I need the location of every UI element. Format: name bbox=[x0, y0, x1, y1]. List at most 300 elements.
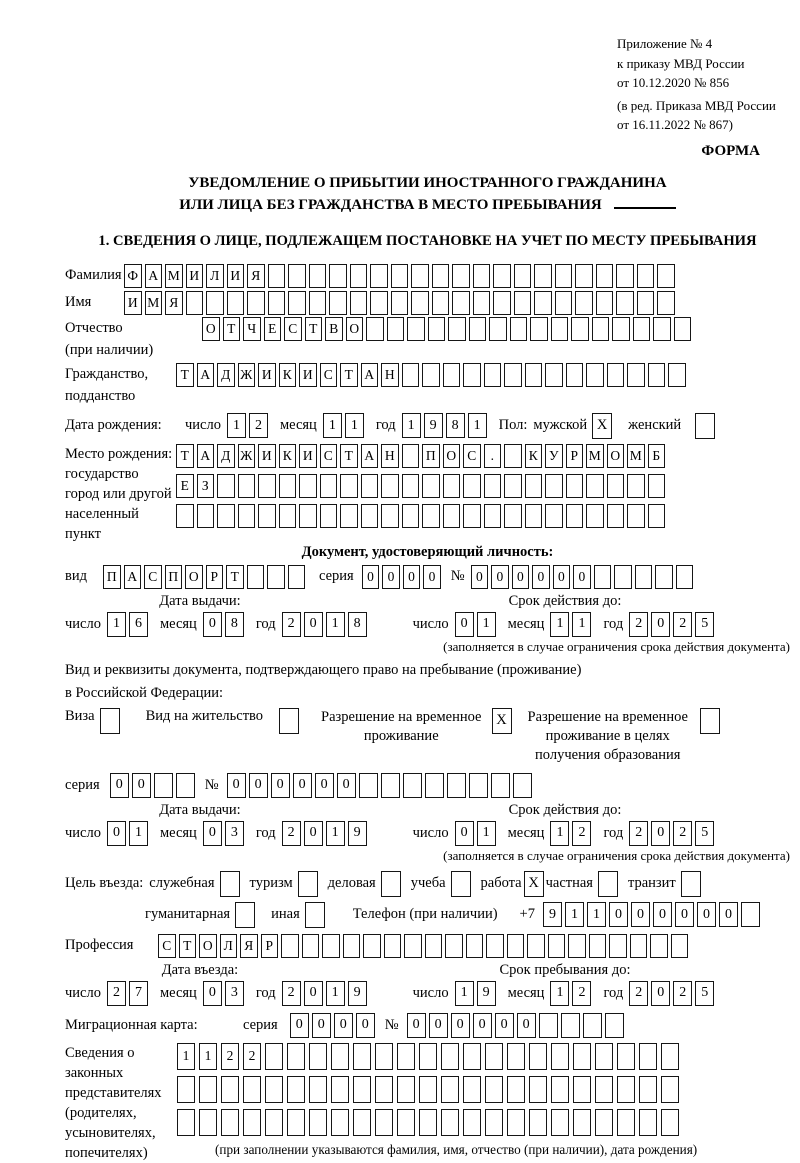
char-cell[interactable] bbox=[199, 1109, 217, 1136]
char-cell[interactable]: А bbox=[197, 363, 215, 387]
char-cell[interactable]: 1 bbox=[107, 612, 126, 637]
char-cell[interactable] bbox=[258, 474, 276, 498]
char-cell[interactable]: А bbox=[197, 444, 215, 468]
char-cell[interactable]: 9 bbox=[348, 981, 367, 1006]
char-cell[interactable] bbox=[353, 1076, 371, 1103]
temp-residence-checkbox[interactable]: X bbox=[492, 708, 512, 734]
char-cell[interactable] bbox=[309, 1109, 327, 1136]
char-cell[interactable] bbox=[441, 1076, 459, 1103]
char-cell[interactable] bbox=[375, 1076, 393, 1103]
char-cell[interactable] bbox=[425, 773, 444, 798]
char-cell[interactable] bbox=[514, 291, 532, 315]
char-cell[interactable] bbox=[361, 504, 379, 528]
char-cell[interactable]: 2 bbox=[673, 981, 692, 1006]
char-cell[interactable]: П bbox=[103, 565, 121, 589]
char-cell[interactable] bbox=[221, 1076, 239, 1103]
char-cell[interactable]: 0 bbox=[631, 902, 650, 927]
char-cell[interactable]: 2 bbox=[243, 1043, 261, 1070]
char-cell[interactable] bbox=[507, 1109, 525, 1136]
char-cell[interactable] bbox=[657, 264, 675, 288]
char-cell[interactable]: О bbox=[607, 444, 625, 468]
char-cell[interactable] bbox=[281, 934, 299, 958]
char-cell[interactable] bbox=[463, 1109, 481, 1136]
char-cell[interactable] bbox=[507, 934, 525, 958]
char-cell[interactable]: 9 bbox=[424, 413, 443, 438]
char-cell[interactable] bbox=[199, 1076, 217, 1103]
char-cell[interactable] bbox=[637, 291, 655, 315]
char-cell[interactable] bbox=[504, 363, 522, 387]
char-cell[interactable]: М bbox=[586, 444, 604, 468]
purpose-tourism-checkbox[interactable] bbox=[298, 871, 318, 897]
char-cell[interactable] bbox=[422, 474, 440, 498]
char-cell[interactable] bbox=[402, 444, 420, 468]
char-cell[interactable] bbox=[607, 504, 625, 528]
char-cell[interactable] bbox=[491, 773, 510, 798]
char-cell[interactable] bbox=[403, 773, 422, 798]
char-cell[interactable] bbox=[676, 565, 694, 589]
char-cell[interactable] bbox=[612, 317, 630, 341]
char-cell[interactable]: 0 bbox=[651, 981, 670, 1006]
char-cell[interactable] bbox=[268, 264, 286, 288]
char-cell[interactable]: З bbox=[197, 474, 215, 498]
char-cell[interactable]: 0 bbox=[429, 1013, 448, 1038]
char-cell[interactable] bbox=[268, 291, 286, 315]
char-cell[interactable]: 2 bbox=[107, 981, 126, 1006]
char-cell[interactable]: С bbox=[463, 444, 481, 468]
char-cell[interactable]: 1 bbox=[402, 413, 421, 438]
char-cell[interactable] bbox=[320, 504, 338, 528]
char-cell[interactable]: 0 bbox=[132, 773, 151, 798]
char-cell[interactable]: 0 bbox=[471, 565, 489, 589]
char-cell[interactable] bbox=[402, 363, 420, 387]
char-cell[interactable] bbox=[227, 291, 245, 315]
char-cell[interactable] bbox=[363, 934, 381, 958]
char-cell[interactable]: 1 bbox=[565, 902, 584, 927]
char-cell[interactable] bbox=[221, 1109, 239, 1136]
char-cell[interactable] bbox=[428, 317, 446, 341]
temp-residence-edu-checkbox[interactable] bbox=[700, 708, 720, 734]
char-cell[interactable] bbox=[566, 363, 584, 387]
char-cell[interactable] bbox=[375, 1109, 393, 1136]
char-cell[interactable] bbox=[594, 565, 612, 589]
char-cell[interactable] bbox=[206, 291, 224, 315]
char-cell[interactable]: 2 bbox=[282, 821, 301, 846]
char-cell[interactable]: Д bbox=[217, 444, 235, 468]
char-cell[interactable] bbox=[485, 1043, 503, 1070]
purpose-humanitarian-checkbox[interactable] bbox=[235, 902, 255, 928]
char-cell[interactable] bbox=[177, 1109, 195, 1136]
purpose-study-checkbox[interactable] bbox=[451, 871, 471, 897]
char-cell[interactable]: 0 bbox=[337, 773, 356, 798]
char-cell[interactable]: 0 bbox=[455, 612, 474, 637]
char-cell[interactable] bbox=[287, 1076, 305, 1103]
char-cell[interactable] bbox=[452, 291, 470, 315]
char-cell[interactable]: И bbox=[124, 291, 142, 315]
char-cell[interactable]: 1 bbox=[477, 612, 496, 637]
char-cell[interactable] bbox=[331, 1076, 349, 1103]
char-cell[interactable]: 0 bbox=[491, 565, 509, 589]
char-cell[interactable] bbox=[586, 504, 604, 528]
char-cell[interactable]: 0 bbox=[512, 565, 530, 589]
char-cell[interactable]: 5 bbox=[695, 981, 714, 1006]
char-cell[interactable] bbox=[407, 317, 425, 341]
char-cell[interactable] bbox=[265, 1043, 283, 1070]
char-cell[interactable]: 6 bbox=[129, 612, 148, 637]
char-cell[interactable]: 1 bbox=[326, 821, 345, 846]
char-cell[interactable]: 1 bbox=[455, 981, 474, 1006]
char-cell[interactable] bbox=[633, 317, 651, 341]
char-cell[interactable] bbox=[350, 291, 368, 315]
char-cell[interactable] bbox=[489, 317, 507, 341]
char-cell[interactable]: 8 bbox=[348, 612, 367, 637]
char-cell[interactable] bbox=[463, 1076, 481, 1103]
char-cell[interactable]: И bbox=[186, 264, 204, 288]
char-cell[interactable]: 0 bbox=[110, 773, 129, 798]
char-cell[interactable] bbox=[674, 317, 692, 341]
char-cell[interactable]: 0 bbox=[651, 612, 670, 637]
char-cell[interactable] bbox=[238, 474, 256, 498]
char-cell[interactable] bbox=[607, 474, 625, 498]
char-cell[interactable] bbox=[176, 504, 194, 528]
char-cell[interactable]: 1 bbox=[326, 981, 345, 1006]
char-cell[interactable] bbox=[419, 1076, 437, 1103]
char-cell[interactable] bbox=[391, 291, 409, 315]
char-cell[interactable] bbox=[575, 291, 593, 315]
char-cell[interactable]: 9 bbox=[348, 821, 367, 846]
char-cell[interactable] bbox=[568, 934, 586, 958]
char-cell[interactable] bbox=[443, 363, 461, 387]
sex-male-checkbox[interactable]: X bbox=[592, 413, 612, 439]
char-cell[interactable] bbox=[381, 504, 399, 528]
char-cell[interactable] bbox=[637, 264, 655, 288]
char-cell[interactable] bbox=[627, 363, 645, 387]
char-cell[interactable] bbox=[661, 1109, 679, 1136]
char-cell[interactable]: 0 bbox=[609, 902, 628, 927]
char-cell[interactable] bbox=[217, 474, 235, 498]
char-cell[interactable] bbox=[589, 934, 607, 958]
char-cell[interactable] bbox=[504, 444, 522, 468]
char-cell[interactable]: 0 bbox=[719, 902, 738, 927]
char-cell[interactable]: 0 bbox=[107, 821, 126, 846]
char-cell[interactable]: Ж bbox=[238, 444, 256, 468]
purpose-work-checkbox[interactable]: X bbox=[524, 871, 544, 897]
char-cell[interactable]: 0 bbox=[271, 773, 290, 798]
char-cell[interactable] bbox=[287, 1043, 305, 1070]
char-cell[interactable]: И bbox=[227, 264, 245, 288]
char-cell[interactable]: 0 bbox=[315, 773, 334, 798]
char-cell[interactable] bbox=[463, 1043, 481, 1070]
char-cell[interactable]: С bbox=[320, 444, 338, 468]
char-cell[interactable]: Я bbox=[240, 934, 258, 958]
char-cell[interactable]: 1 bbox=[550, 612, 569, 637]
char-cell[interactable] bbox=[573, 1076, 591, 1103]
char-cell[interactable] bbox=[657, 291, 675, 315]
char-cell[interactable]: К bbox=[279, 444, 297, 468]
char-cell[interactable]: 1 bbox=[345, 413, 364, 438]
char-cell[interactable] bbox=[353, 1043, 371, 1070]
char-cell[interactable]: 7 bbox=[129, 981, 148, 1006]
char-cell[interactable] bbox=[441, 1109, 459, 1136]
char-cell[interactable] bbox=[510, 317, 528, 341]
char-cell[interactable] bbox=[402, 474, 420, 498]
char-cell[interactable] bbox=[331, 1043, 349, 1070]
char-cell[interactable]: Т bbox=[176, 363, 194, 387]
char-cell[interactable] bbox=[534, 264, 552, 288]
char-cell[interactable]: П bbox=[422, 444, 440, 468]
char-cell[interactable] bbox=[551, 1043, 569, 1070]
char-cell[interactable]: 1 bbox=[129, 821, 148, 846]
purpose-other-checkbox[interactable] bbox=[305, 902, 325, 928]
char-cell[interactable] bbox=[545, 504, 563, 528]
char-cell[interactable] bbox=[571, 317, 589, 341]
char-cell[interactable] bbox=[607, 363, 625, 387]
char-cell[interactable] bbox=[397, 1076, 415, 1103]
char-cell[interactable] bbox=[551, 317, 569, 341]
char-cell[interactable] bbox=[322, 934, 340, 958]
char-cell[interactable] bbox=[176, 773, 195, 798]
char-cell[interactable]: 0 bbox=[451, 1013, 470, 1038]
char-cell[interactable]: 0 bbox=[423, 565, 441, 589]
char-cell[interactable] bbox=[648, 474, 666, 498]
char-cell[interactable] bbox=[359, 773, 378, 798]
char-cell[interactable]: 0 bbox=[304, 821, 323, 846]
char-cell[interactable]: 8 bbox=[446, 413, 465, 438]
char-cell[interactable] bbox=[279, 474, 297, 498]
char-cell[interactable] bbox=[566, 474, 584, 498]
char-cell[interactable]: 2 bbox=[673, 821, 692, 846]
char-cell[interactable]: Д bbox=[217, 363, 235, 387]
char-cell[interactable]: Т bbox=[305, 317, 323, 341]
char-cell[interactable] bbox=[463, 504, 481, 528]
char-cell[interactable]: О bbox=[443, 444, 461, 468]
char-cell[interactable] bbox=[217, 504, 235, 528]
char-cell[interactable] bbox=[411, 264, 429, 288]
char-cell[interactable] bbox=[448, 317, 466, 341]
char-cell[interactable]: Я bbox=[247, 264, 265, 288]
char-cell[interactable] bbox=[555, 264, 573, 288]
char-cell[interactable]: В bbox=[325, 317, 343, 341]
char-cell[interactable] bbox=[609, 934, 627, 958]
char-cell[interactable] bbox=[595, 1109, 613, 1136]
char-cell[interactable]: 0 bbox=[697, 902, 716, 927]
char-cell[interactable] bbox=[661, 1076, 679, 1103]
char-cell[interactable] bbox=[529, 1076, 547, 1103]
char-cell[interactable] bbox=[493, 264, 511, 288]
char-cell[interactable] bbox=[617, 1109, 635, 1136]
char-cell[interactable]: Т bbox=[340, 363, 358, 387]
visa-checkbox[interactable] bbox=[100, 708, 120, 734]
char-cell[interactable] bbox=[267, 565, 285, 589]
char-cell[interactable]: 0 bbox=[553, 565, 571, 589]
char-cell[interactable]: 0 bbox=[675, 902, 694, 927]
char-cell[interactable] bbox=[592, 317, 610, 341]
char-cell[interactable] bbox=[504, 474, 522, 498]
char-cell[interactable] bbox=[463, 363, 481, 387]
char-cell[interactable] bbox=[661, 1043, 679, 1070]
char-cell[interactable] bbox=[596, 291, 614, 315]
char-cell[interactable] bbox=[529, 1109, 547, 1136]
char-cell[interactable]: Л bbox=[206, 264, 224, 288]
char-cell[interactable] bbox=[353, 1109, 371, 1136]
char-cell[interactable]: Т bbox=[226, 565, 244, 589]
purpose-transit-checkbox[interactable] bbox=[681, 871, 701, 897]
char-cell[interactable]: А bbox=[361, 444, 379, 468]
char-cell[interactable]: А bbox=[145, 264, 163, 288]
char-cell[interactable] bbox=[404, 934, 422, 958]
char-cell[interactable] bbox=[466, 934, 484, 958]
char-cell[interactable]: И bbox=[258, 363, 276, 387]
char-cell[interactable]: 2 bbox=[673, 612, 692, 637]
char-cell[interactable]: Е bbox=[264, 317, 282, 341]
char-cell[interactable] bbox=[616, 264, 634, 288]
char-cell[interactable]: К bbox=[279, 363, 297, 387]
char-cell[interactable] bbox=[299, 474, 317, 498]
char-cell[interactable] bbox=[320, 474, 338, 498]
char-cell[interactable]: 0 bbox=[407, 1013, 426, 1038]
char-cell[interactable]: 0 bbox=[403, 565, 421, 589]
char-cell[interactable] bbox=[391, 264, 409, 288]
char-cell[interactable] bbox=[441, 1043, 459, 1070]
char-cell[interactable] bbox=[419, 1109, 437, 1136]
char-cell[interactable] bbox=[655, 565, 673, 589]
char-cell[interactable] bbox=[573, 1043, 591, 1070]
char-cell[interactable] bbox=[243, 1109, 261, 1136]
char-cell[interactable]: 0 bbox=[517, 1013, 536, 1038]
char-cell[interactable]: 0 bbox=[473, 1013, 492, 1038]
char-cell[interactable]: 0 bbox=[290, 1013, 309, 1038]
char-cell[interactable] bbox=[551, 1109, 569, 1136]
char-cell[interactable]: 2 bbox=[249, 413, 268, 438]
char-cell[interactable] bbox=[432, 291, 450, 315]
char-cell[interactable] bbox=[507, 1076, 525, 1103]
char-cell[interactable]: 1 bbox=[572, 612, 591, 637]
char-cell[interactable] bbox=[595, 1076, 613, 1103]
char-cell[interactable] bbox=[309, 291, 327, 315]
char-cell[interactable] bbox=[530, 317, 548, 341]
char-cell[interactable] bbox=[639, 1109, 657, 1136]
char-cell[interactable] bbox=[741, 902, 760, 927]
char-cell[interactable]: 0 bbox=[455, 821, 474, 846]
char-cell[interactable]: 1 bbox=[550, 821, 569, 846]
char-cell[interactable]: 0 bbox=[495, 1013, 514, 1038]
char-cell[interactable] bbox=[287, 1109, 305, 1136]
char-cell[interactable] bbox=[375, 1043, 393, 1070]
char-cell[interactable] bbox=[635, 565, 653, 589]
char-cell[interactable]: 2 bbox=[572, 821, 591, 846]
char-cell[interactable] bbox=[397, 1043, 415, 1070]
char-cell[interactable] bbox=[384, 934, 402, 958]
char-cell[interactable]: 2 bbox=[629, 612, 648, 637]
char-cell[interactable] bbox=[402, 504, 420, 528]
char-cell[interactable]: Б bbox=[648, 444, 666, 468]
char-cell[interactable]: К bbox=[525, 444, 543, 468]
char-cell[interactable]: Т bbox=[176, 444, 194, 468]
char-cell[interactable]: 2 bbox=[282, 612, 301, 637]
char-cell[interactable]: 0 bbox=[356, 1013, 375, 1038]
char-cell[interactable] bbox=[545, 474, 563, 498]
char-cell[interactable] bbox=[484, 474, 502, 498]
char-cell[interactable] bbox=[639, 1043, 657, 1070]
char-cell[interactable] bbox=[288, 264, 306, 288]
char-cell[interactable]: 1 bbox=[199, 1043, 217, 1070]
char-cell[interactable] bbox=[627, 474, 645, 498]
char-cell[interactable] bbox=[473, 291, 491, 315]
char-cell[interactable]: 2 bbox=[221, 1043, 239, 1070]
char-cell[interactable]: Т bbox=[340, 444, 358, 468]
char-cell[interactable]: Ж bbox=[238, 363, 256, 387]
char-cell[interactable] bbox=[247, 565, 265, 589]
char-cell[interactable]: 8 bbox=[225, 612, 244, 637]
char-cell[interactable] bbox=[340, 504, 358, 528]
char-cell[interactable] bbox=[329, 264, 347, 288]
char-cell[interactable] bbox=[243, 1076, 261, 1103]
char-cell[interactable]: 0 bbox=[532, 565, 550, 589]
char-cell[interactable] bbox=[671, 934, 689, 958]
char-cell[interactable]: С bbox=[284, 317, 302, 341]
char-cell[interactable] bbox=[555, 291, 573, 315]
char-cell[interactable] bbox=[309, 1043, 327, 1070]
char-cell[interactable]: Р bbox=[261, 934, 279, 958]
char-cell[interactable] bbox=[343, 934, 361, 958]
char-cell[interactable] bbox=[561, 1013, 580, 1038]
char-cell[interactable] bbox=[265, 1109, 283, 1136]
char-cell[interactable] bbox=[381, 773, 400, 798]
char-cell[interactable]: 1 bbox=[323, 413, 342, 438]
char-cell[interactable] bbox=[469, 773, 488, 798]
char-cell[interactable] bbox=[445, 934, 463, 958]
char-cell[interactable]: 0 bbox=[227, 773, 246, 798]
char-cell[interactable] bbox=[648, 504, 666, 528]
char-cell[interactable]: 0 bbox=[304, 612, 323, 637]
char-cell[interactable] bbox=[586, 474, 604, 498]
char-cell[interactable]: 2 bbox=[282, 981, 301, 1006]
char-cell[interactable] bbox=[197, 504, 215, 528]
char-cell[interactable]: С bbox=[320, 363, 338, 387]
char-cell[interactable]: 0 bbox=[312, 1013, 331, 1038]
char-cell[interactable]: И bbox=[299, 363, 317, 387]
char-cell[interactable] bbox=[302, 934, 320, 958]
char-cell[interactable]: О bbox=[185, 565, 203, 589]
char-cell[interactable] bbox=[350, 264, 368, 288]
char-cell[interactable]: Р bbox=[206, 565, 224, 589]
char-cell[interactable] bbox=[422, 504, 440, 528]
char-cell[interactable]: У bbox=[545, 444, 563, 468]
char-cell[interactable] bbox=[309, 1076, 327, 1103]
char-cell[interactable]: 2 bbox=[629, 981, 648, 1006]
char-cell[interactable]: 0 bbox=[203, 612, 222, 637]
char-cell[interactable]: 0 bbox=[203, 981, 222, 1006]
char-cell[interactable] bbox=[425, 934, 443, 958]
char-cell[interactable] bbox=[447, 773, 466, 798]
char-cell[interactable] bbox=[630, 934, 648, 958]
char-cell[interactable] bbox=[586, 363, 604, 387]
char-cell[interactable] bbox=[485, 1076, 503, 1103]
char-cell[interactable] bbox=[529, 1043, 547, 1070]
char-cell[interactable] bbox=[247, 291, 265, 315]
char-cell[interactable]: 0 bbox=[573, 565, 591, 589]
char-cell[interactable] bbox=[469, 317, 487, 341]
char-cell[interactable] bbox=[653, 317, 671, 341]
char-cell[interactable] bbox=[361, 474, 379, 498]
char-cell[interactable] bbox=[548, 934, 566, 958]
char-cell[interactable] bbox=[525, 474, 543, 498]
char-cell[interactable]: И bbox=[258, 444, 276, 468]
char-cell[interactable]: Ф bbox=[124, 264, 142, 288]
char-cell[interactable]: Н bbox=[381, 444, 399, 468]
char-cell[interactable] bbox=[238, 504, 256, 528]
char-cell[interactable] bbox=[309, 264, 327, 288]
char-cell[interactable] bbox=[177, 1076, 195, 1103]
